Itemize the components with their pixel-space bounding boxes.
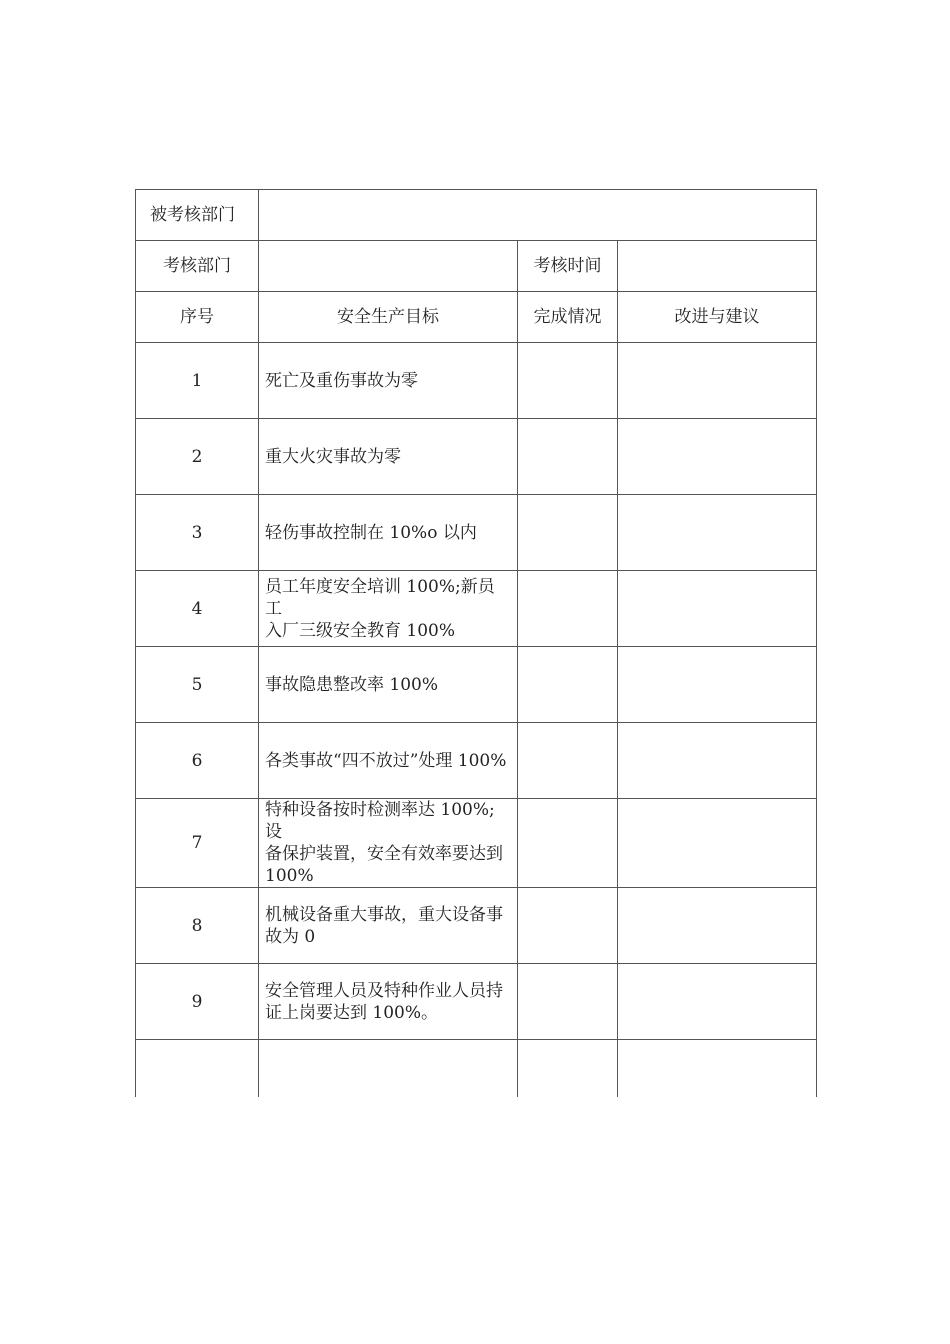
col-header-status: 完成情况 [518,292,618,343]
row-target: 安全管理人员及特种作业人员持 证上岗要达到 100%。 [259,964,518,1040]
assessor-row [136,241,817,292]
row-number: 2 [136,419,259,495]
row-number: 9 [136,964,259,1040]
row-suggestion-field[interactable] [618,495,817,571]
row-suggestion-field[interactable] [618,647,817,723]
table-row [136,343,817,419]
row-status-field[interactable] [518,343,618,419]
row-status-field[interactable] [518,571,618,647]
row-suggestion-field[interactable] [618,888,817,964]
row-number: 7 [136,799,259,888]
table-row [136,495,817,571]
row-suggestion-field[interactable] [618,799,817,888]
row-suggestion-field[interactable] [618,419,817,495]
column-header-row [136,292,817,343]
assessed-dept-row [136,190,817,241]
row-status-field[interactable] [518,964,618,1040]
assess-time-field[interactable] [618,241,817,292]
row-target: 死亡及重伤事故为零 [259,343,518,419]
table-row [136,647,817,723]
assessed-dept-field[interactable] [259,190,817,241]
row-suggestion-field[interactable] [618,571,817,647]
table-row [136,799,817,888]
row-status-field[interactable] [518,888,618,964]
row-status-field[interactable] [518,799,618,888]
row-target: 机械设备重大事故，重大设备事 故为 0 [259,888,518,964]
row-target: 轻伤事故控制在 10%o 以内 [259,495,518,571]
col-header-no: 序号 [136,292,259,343]
table-row [136,964,817,1040]
row-status-field[interactable] [518,495,618,571]
row-status-field[interactable] [518,723,618,799]
row-target: 事故隐患整改率 100% [259,647,518,723]
row-number: 6 [136,723,259,799]
row-status-field[interactable] [518,419,618,495]
assessment-table [135,189,817,1116]
row-number: 5 [136,647,259,723]
row-number: 8 [136,888,259,964]
table-row [136,723,817,799]
assessor-dept-label: 考核部门 [136,241,259,292]
table-row [136,888,817,964]
row-suggestion-field[interactable] [618,343,817,419]
row-target: 员工年度安全培训 100%;新员工 入厂三级安全教育 100% [259,571,518,647]
row-suggestion-field[interactable] [618,723,817,799]
page-bottom-blank [0,1097,950,1344]
row-status-field[interactable] [518,647,618,723]
assessed-dept-label: 被考核部门 [136,190,259,241]
row-number: 1 [136,343,259,419]
row-number: 3 [136,495,259,571]
assess-time-label: 考核时间 [518,241,618,292]
row-target: 特种设备按时检测率达 100%;设 备保护装置，安全有效率要达到 100% [259,799,518,888]
assessor-dept-field[interactable] [259,241,518,292]
table-row [136,419,817,495]
row-number: 4 [136,571,259,647]
table-row [136,571,817,647]
col-header-target: 安全生产目标 [259,292,518,343]
row-suggestion-field[interactable] [618,964,817,1040]
row-target: 重大火灾事故为零 [259,419,518,495]
row-target: 各类事故“四不放过”处理 100% [259,723,518,799]
col-header-suggestion: 改进与建议 [618,292,817,343]
